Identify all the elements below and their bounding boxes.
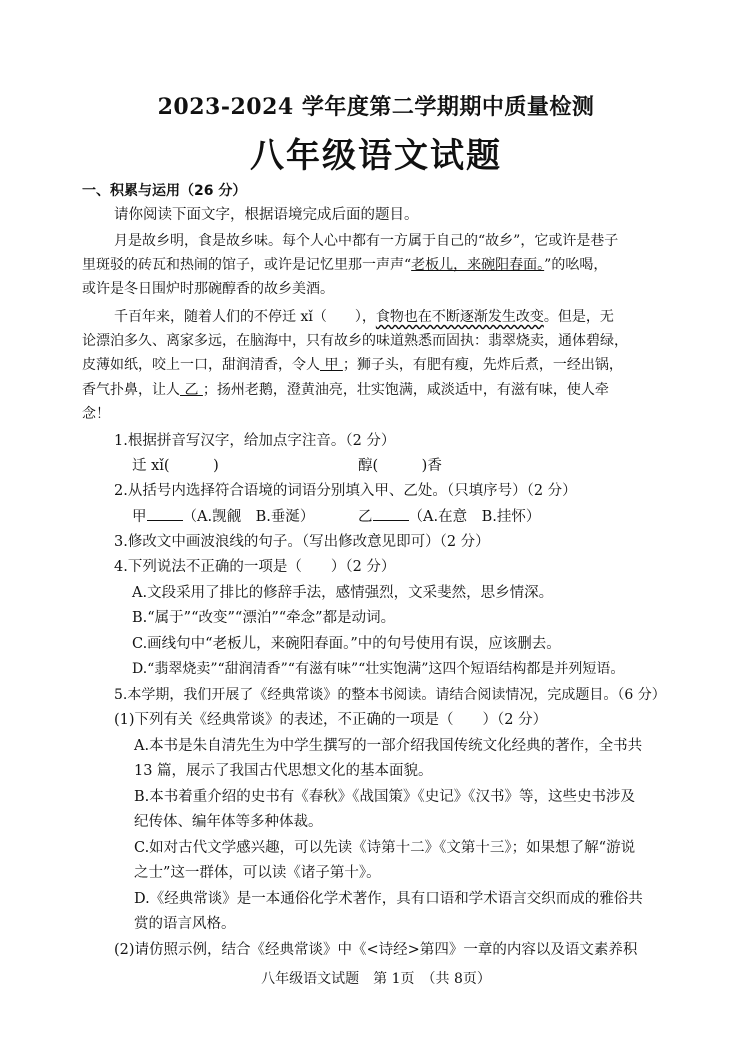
question-5-1-option-a-cont: 13 篇，展示了我国古代思想文化的基本面貌。 bbox=[134, 763, 433, 779]
question-1: 1.根据拼音写汉字，给加点字注音。（2 分） bbox=[114, 433, 396, 449]
passage-p2-line3 bbox=[82, 355, 672, 375]
question-4-option-a: A.文段采用了排比的修辞手法，感情强烈，文采斐然，思乡情深。 bbox=[132, 585, 554, 601]
passage-p2-line2: 论漂泊多久、离家多远，在脑海中，只有故乡的味道熟悉而固执：翡翠烧卖，通体碧绿， bbox=[82, 333, 628, 349]
passage-text: ”的吆喝， bbox=[544, 257, 608, 273]
options: （A.在意 B.挂怀） bbox=[408, 509, 541, 525]
passage-text: 。但是，无 bbox=[543, 309, 614, 325]
section-heading: 一、积累与运用（26 分） bbox=[82, 183, 247, 199]
passage-intro: 请你阅读下面文字，根据语境完成后面的题目。 bbox=[114, 207, 419, 223]
passage-p2-line5: 念！ bbox=[82, 406, 110, 422]
question-5-1-option-d: D.《经典常谈》是一本通俗化学术著作，具有口语和学术语言交织而成的雅俗共 bbox=[134, 891, 643, 907]
passage-text: 香气扑鼻，让人 bbox=[82, 382, 180, 398]
question-1-a: 迁 xǐ( ) bbox=[132, 458, 219, 474]
question-4-option-d: D.“翡翠烧卖”“甜润清香”“有滋有味”“壮实饱满”这四个短语结构都是并列短语。 bbox=[132, 661, 625, 677]
passage-p2-line1 bbox=[114, 307, 704, 327]
page-footer: 八年级语文试题 第 1页 （共 8页） bbox=[261, 971, 491, 987]
blank-yi: 乙 bbox=[180, 382, 203, 398]
underlined-sentence: 老板儿，来碗阳春面。 bbox=[411, 257, 545, 273]
wavy-sentence: 食物也在不断逐渐发生改变 bbox=[375, 309, 544, 325]
question-2: 2.从括号内选择符合语境的词语分别填入甲、乙处。（只填序号）（2 分） bbox=[114, 483, 577, 499]
question-5-1-option-c: C.如对古代文学感兴趣，可以先读《诗第十二》《文第十三》；如果想了解“游说 bbox=[134, 840, 636, 856]
passage-text: 里斑驳的砖瓦和热闹的馆子，或许是记忆里那一声声“ bbox=[82, 257, 412, 273]
passage-text: 千百年来，随着人们的不停迁 xǐ（ ）， bbox=[114, 309, 376, 325]
question-5-1-option-d-cont: 赏的语言风格。 bbox=[134, 916, 236, 932]
question-2-yi bbox=[358, 506, 752, 527]
exam-title: 2023-2024 学年度第二学期期中质量检测 bbox=[157, 94, 595, 120]
answer-blank[interactable] bbox=[373, 506, 409, 521]
passage-p1-line1: 月是故乡明，食是故乡味。每个人心中都有一方属于自己的“故乡”，它或许是巷子 bbox=[114, 233, 619, 249]
answer-blank[interactable] bbox=[147, 506, 183, 521]
exam-subtitle: 八年级语文试题 bbox=[250, 136, 502, 176]
question-5-1-option-a: A.本书是朱自清先生为中学生撰写的一部介绍我国传统文化经典的著作，全书共 bbox=[134, 738, 643, 754]
question-1-b: 醇( )香 bbox=[358, 458, 442, 474]
passage-text: ；狮子头，有肥有瘦，先炸后煮，一经出锅， bbox=[342, 357, 623, 373]
passage-text: 皮薄如纸，咬上一口，甜润清香，令人 bbox=[82, 357, 320, 373]
question-4: 4.下列说法不正确的一项是（ ）（2 分） bbox=[114, 559, 396, 575]
passage-text: ；扬州老鹅，澄黄油亮，壮实饱满，咸淡适中，有滋有味，使人牵 bbox=[202, 382, 609, 398]
blank-label: 甲 bbox=[132, 509, 147, 525]
question-5-1-option-c-cont: 之士”这一群体，可以读《诸子第十》。 bbox=[134, 865, 381, 881]
question-5-2: (2)请仿照示例，结合《经典常谈》中《<诗经>第四》一章的内容以及语文素养积 bbox=[114, 942, 638, 958]
question-5-1-option-b: B.本书着重介绍的史书有《春秋》《战国策》《史记》《汉书》等，这些史书涉及 bbox=[134, 789, 636, 805]
passage-p1-line2 bbox=[82, 255, 672, 275]
passage-p2-line4 bbox=[82, 380, 672, 400]
question-3: 3.修改文中画波浪线的句子。（写出修改意见即可）（2 分） bbox=[114, 534, 490, 550]
blank-jia: 甲 bbox=[320, 357, 343, 373]
question-5-1: (1)下列有关《经典常谈》的表述，不正确的一项是（ ）（2 分） bbox=[114, 712, 548, 728]
passage-p1-line3: 或许是冬日围炉时那碗醇香的故乡美酒。 bbox=[82, 281, 334, 297]
options: （A.觊觎 B.垂涎） bbox=[182, 509, 315, 525]
question-4-option-c: C.画线句中“老板儿，来碗阳春面。”中的句号使用有误，应该删去。 bbox=[132, 636, 561, 652]
blank-label: 乙 bbox=[358, 509, 373, 525]
question-5: 5.本学期，我们开展了《经典常谈》的整本书阅读。请结合阅读情况，完成题目。（6 分） bbox=[114, 687, 666, 703]
question-4-option-b: B.“属于”“改变”“漂泊”“牵念”都是动词。 bbox=[132, 610, 396, 626]
question-5-1-option-b-cont: 纪传体、编年体等多种体裁。 bbox=[134, 814, 323, 830]
